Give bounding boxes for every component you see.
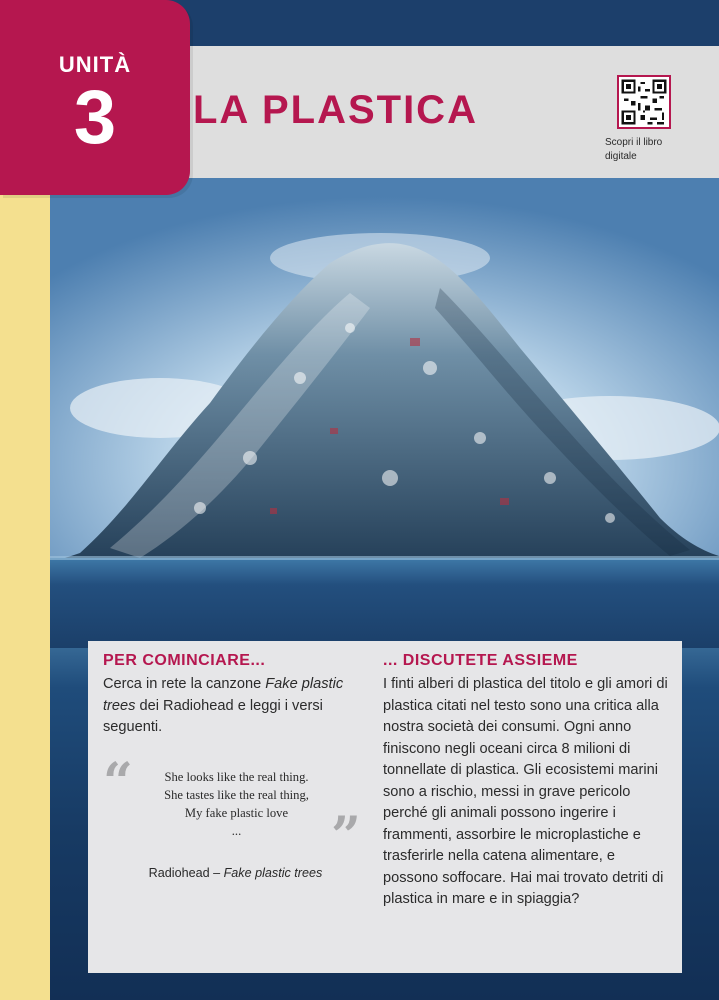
open-quote-icon: “ bbox=[103, 752, 133, 813]
unit-label: UNITÀ bbox=[58, 52, 132, 77]
quote-line: ... bbox=[231, 824, 242, 838]
left-column bbox=[103, 652, 368, 739]
intro-text-part: dei Radiohead e leggi i versi seguenti. bbox=[103, 697, 323, 735]
quote-attribution bbox=[103, 866, 368, 880]
section-heading-discutete-assieme: ... DISCUTETE ASSIEME bbox=[383, 652, 578, 669]
attribution-song: Fake plastic trees bbox=[223, 866, 323, 880]
attribution-artist: Radiohead – bbox=[148, 866, 224, 880]
qr-caption: Scopri il libro digitale bbox=[605, 137, 663, 162]
right-column bbox=[383, 652, 668, 911]
unit-tab bbox=[0, 0, 190, 195]
plastic-iceberg-image bbox=[50, 178, 719, 648]
quote-lines bbox=[139, 768, 334, 840]
page-title: LA PLASTICA bbox=[193, 88, 478, 132]
unit-number: 3 bbox=[73, 75, 117, 160]
intro-text bbox=[103, 674, 368, 739]
quote-line: She looks like the real thing. bbox=[164, 770, 309, 784]
intro-text-part: Cerca in rete la canzone bbox=[103, 676, 266, 692]
quote-line: My fake plastic love bbox=[184, 806, 289, 820]
quote-line: She tastes like the real thing, bbox=[164, 788, 309, 802]
section-heading-per-cominciare: PER COMINCIARE... bbox=[103, 652, 266, 669]
quote-block bbox=[103, 752, 368, 870]
qr-code-icon[interactable] bbox=[617, 75, 671, 129]
song-title-italic: Fake plastic trees bbox=[103, 676, 344, 714]
discussion-text: I finti alberi di plastica del titolo e gli amori di plastica citati nel testo sono una critica alla nostra società dei consumi. Ogni anno finiscono negli oceani circa 8 milioni di tonnellate di plastica. Gli ecosistemi marini sono a rischio, messi in grave pericolo perché gli animali possono ingerire i frammenti, assorbire le microplastiche e trasferirle nella catena alimentare, e possono soffocare. Hai mai trovato detriti di plastica in mare e in spiaggia? bbox=[383, 676, 668, 907]
close-quote-icon: ” bbox=[331, 806, 361, 867]
